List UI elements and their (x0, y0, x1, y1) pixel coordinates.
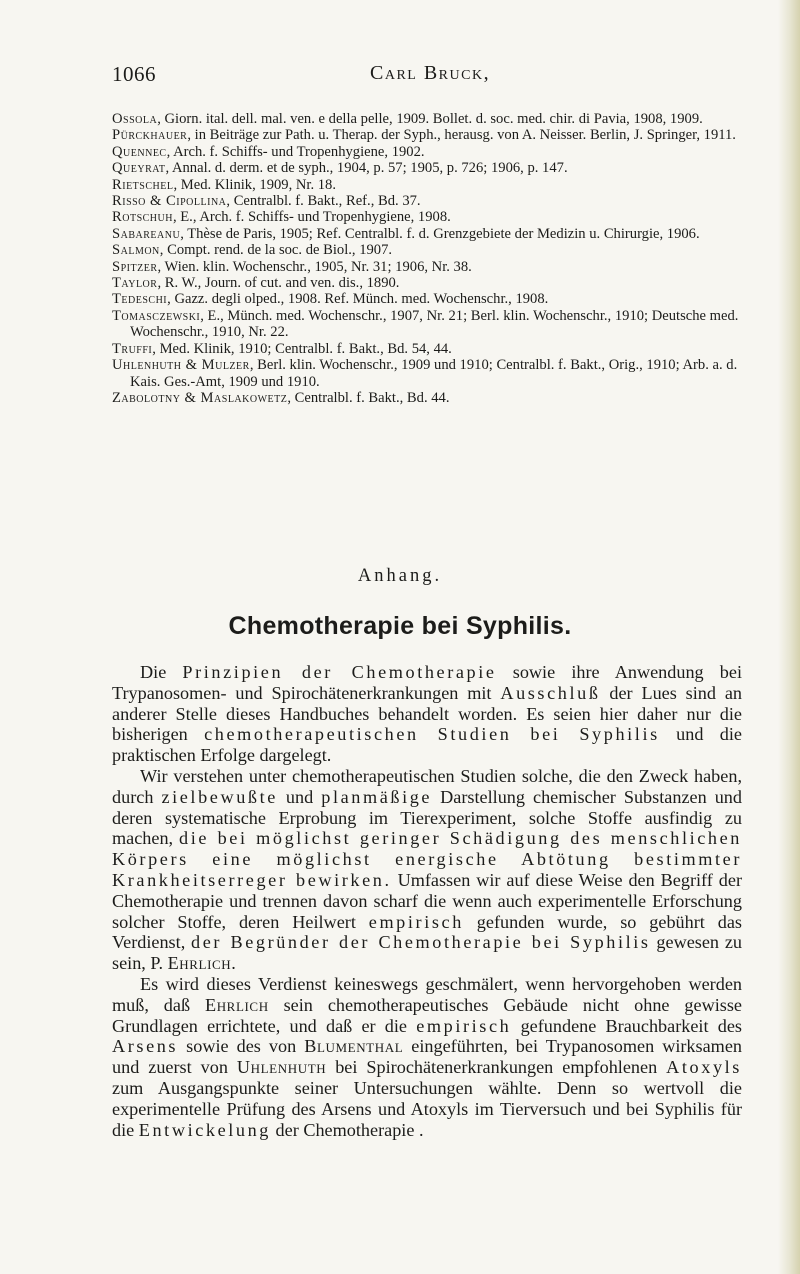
reference-author: Salmon (112, 242, 160, 259)
reference-author: Pürckhauer (112, 127, 188, 144)
reference-entry (112, 291, 752, 307)
reference-entry (112, 242, 752, 258)
text-run: gefunden wurde, so gebührt das Verdienst, (112, 911, 742, 953)
reference-entry (112, 144, 752, 160)
reference-text: , R. W., Journ. of cut. and ven. dis., 1890. (157, 275, 400, 292)
reference-author: Zabolotny & Maslakowetz (112, 389, 288, 406)
reference-text: , Wien. klin. Wochenschr., 1905, Nr. 31; 1906, Nr. 38. (157, 258, 472, 275)
emphasized-text: empirisch (368, 911, 464, 932)
reference-text: , Thèse de Paris, 1905; Ref. Centralbl. f. d. Grenzgebiete der Medizin u. Chirurgie, 1906. (180, 225, 700, 242)
reference-author: Sabareanu (112, 225, 181, 242)
reference-entry (112, 160, 752, 176)
reference-author: Rotschuh (112, 209, 173, 226)
text-run: sowie ihre Anwendung bei Trypanosomen- und Spirochätenerkrankungen mit (112, 662, 743, 703)
reference-author: Risso & Cipollina (112, 193, 227, 210)
text-run: . (231, 953, 236, 974)
emphasized-text: der Begründer der Chemotherapie bei Syphilis (191, 932, 651, 953)
reference-entry (112, 209, 752, 225)
reference-entry (112, 259, 752, 275)
reference-text: , E., Arch. f. Schiffs- und Tropenhygiene, 1908. (172, 209, 451, 226)
author-name: Ehrlich (204, 994, 269, 1015)
reference-text: , Med. Klinik, 1909, Nr. 18. (173, 176, 337, 193)
reference-text: , Annal. d. derm. et de syph., 1904, p. 57; 1905, p. 726; 1906, p. 147. (165, 160, 568, 177)
reference-text: , E., Münch. med. Wochenschr., 1907, Nr. 21; Berl. klin. Wochenschr., 1910; Deutsche med. Wochenschr., 1910, Nr. 22. (130, 307, 739, 341)
reference-entry (112, 177, 752, 193)
reference-entry (112, 390, 752, 406)
emphasized-text: Entwickelung (138, 1119, 271, 1140)
reference-text: , Giorn. ital. dell. mal. ven. e della pelle, 1909. Bollet. d. soc. med. chir. di Pavia, 1908, 1909. (157, 111, 703, 127)
text-run: Es wird dieses Verdienst keineswegs geschmälert, wenn hervorgehoben werden muß, daß (112, 973, 742, 1015)
emphasized-text: planmäßige (321, 786, 433, 807)
reference-author: Queyrat (112, 160, 166, 177)
author-name: Ehrlich (167, 953, 232, 974)
reference-text: , Gazz. degli olped., 1908. Ref. Münch. med. Wochenschr., 1908. (167, 291, 549, 308)
section-title: Chemotherapie bei Syphilis. (228, 612, 572, 640)
text-run: Darstellung chemischer Substanzen und deren systematische Erprobung im Tierexperiment, solche Stoffe ausfindig zu machen, (112, 786, 742, 849)
text-run: zum Ausgangspunkte seiner Untersuchungen wählte. Denn so wertvoll die experimentelle Prüfung des Arsens und Atoxyls im Tierversuch und bei Syphilis für die (112, 1077, 742, 1140)
reference-author: Spitzer (112, 258, 158, 275)
reference-text: , in Beiträge zur Path. u. Therap. der Syph., herausg. von A. Neisser. Berlin, J. Springer, 1911. (187, 127, 736, 144)
emphasized-text: Arsens (112, 1036, 179, 1057)
reference-author: Rietschel (112, 176, 174, 193)
text-run: Umfassen wir auf diese Weise den Begriff der Chemotherapie und trennen davon scharf die wenn auch experimentelle Erforschung solcher Stoffe, deren Heilwert (112, 869, 742, 932)
text-run: der Lues sind an anderer Stelle dieses Handbuches behandelt worden. Es seien hier daher nur die bisherigen (112, 682, 742, 745)
running-head: Carl Bruck, (370, 62, 491, 84)
text-run: sein chemotherapeutisches Gebäude nicht ohne gewisse Grundlagen errichtete, und daß er die (112, 994, 742, 1036)
reference-author: Ossola (112, 111, 158, 127)
page-number: 1066 (112, 62, 156, 86)
reference-author: Uhlenhuth & Mulzer (112, 357, 250, 374)
body-paragraph (112, 662, 742, 766)
reference-author: Quennec (112, 143, 167, 160)
text-run: Wir verstehen unter chemotherapeutischen Studien solche, die den Zweck haben, durch (112, 765, 742, 807)
text-run: eingeführten, bei Trypanosomen wirksamen und zuerst von (112, 1036, 742, 1078)
emphasized-text: Ausschluß (500, 682, 601, 703)
page-header (112, 62, 740, 92)
reference-text: , Berl. klin. Wochenschr., 1909 und 1910; Centralbl. f. Bakt., Orig., 1910; Arb. a. d. Kais. Ges.-Amt, 1909 und 1910. (130, 357, 738, 390)
reference-entry (112, 226, 752, 242)
reference-author: Truffi (112, 340, 153, 357)
text-run: der Chemotherapie . (271, 1119, 424, 1140)
text-run: und (277, 786, 322, 807)
reference-text: , Med. Klinik, 1910; Centralbl. f. Bakt., Bd. 54, 44. (152, 340, 452, 357)
reference-author: Tedeschi (112, 291, 168, 308)
text-run: bei Spirochätenerkrankungen empfohlenen (326, 1057, 667, 1078)
body-text (112, 662, 742, 1140)
reference-entry (112, 193, 752, 209)
author-name: Uhlenhuth (236, 1057, 327, 1078)
page-edge-shadow (778, 0, 800, 1274)
reference-list (112, 111, 752, 406)
reference-text: , Compt. rend. de la soc. de Biol., 1907. (159, 242, 393, 259)
appendix-label: Anhang. (357, 566, 443, 586)
text-run: und die praktischen Erfolge dargelegt. (112, 724, 742, 766)
reference-entry (112, 127, 752, 143)
emphasized-text: Prinzipien der Chemotherapie (182, 662, 497, 682)
emphasized-text: die bei möglichst geringer Schädigung des menschlichen Körpers eine möglichst energische Abtötung bestimmter Krankheitserreger bewirken. (112, 828, 742, 890)
body-paragraph (112, 974, 742, 1140)
emphasized-text: Atoxyls (666, 1057, 742, 1078)
emphasized-text: chemotherapeutischen Studien bei Syphilis (204, 724, 660, 745)
reference-author: Taylor (112, 275, 158, 292)
reference-entry (112, 308, 752, 341)
reference-entry (112, 341, 752, 357)
text-run: gewesen zu sein, P. (112, 932, 742, 974)
author-name: Blumenthal (304, 1036, 404, 1057)
emphasized-text: empirisch (416, 1015, 512, 1036)
emphasized-text: zielbewußte (161, 786, 278, 807)
reference-text: , Centralbl. f. Bakt., Ref., Bd. 37. (226, 193, 421, 210)
text-run: sowie des von (178, 1036, 305, 1057)
reference-entry (112, 275, 752, 291)
text-run: gefundene Brauchbarkeit des (511, 1015, 742, 1036)
reference-entry (112, 357, 752, 390)
reference-text: , Arch. f. Schiffs- und Tropenhygiene, 1902. (166, 143, 425, 160)
reference-entry (112, 111, 752, 127)
body-paragraph (112, 766, 742, 974)
reference-author: Tomasczewski (112, 307, 201, 324)
text-run: Die (140, 662, 183, 682)
reference-text: , Centralbl. f. Bakt., Bd. 44. (287, 389, 450, 406)
